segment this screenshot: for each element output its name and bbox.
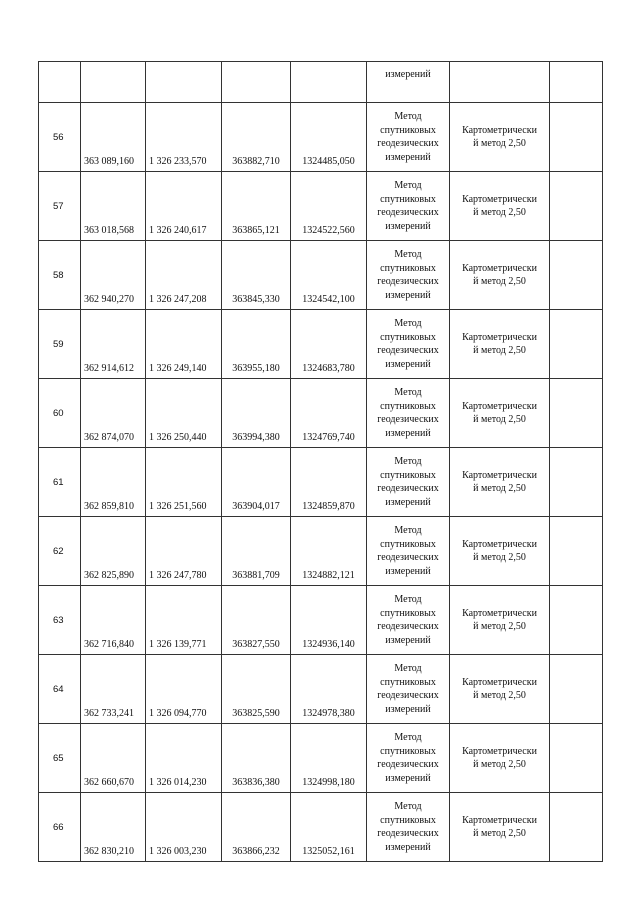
cell-y-existing: 1 326 247,208 — [146, 241, 222, 310]
cell-extra — [550, 517, 603, 586]
cell-y-existing: 1 326 233,570 — [146, 103, 222, 172]
cell-y-existing: 1 326 003,230 — [146, 793, 222, 862]
cell-x-existing: 363 089,160 — [81, 103, 146, 172]
table-row — [39, 517, 603, 586]
table-row — [39, 172, 603, 241]
cell-method — [367, 241, 450, 310]
cell-y-existing: 1 326 094,770 — [146, 655, 222, 724]
cell-point-number: 66 — [39, 793, 81, 862]
cell-y-refined: 1324998,180 — [291, 724, 367, 793]
cell-accuracy — [450, 793, 550, 862]
cell-accuracy — [450, 448, 550, 517]
cell-x-existing: 362 716,840 — [81, 586, 146, 655]
table-body — [39, 62, 603, 862]
cell-point-number: 63 — [39, 586, 81, 655]
cell-point-number: 65 — [39, 724, 81, 793]
cell-extra — [550, 448, 603, 517]
cell-method — [367, 62, 450, 103]
cell-point-number: 60 — [39, 379, 81, 448]
cell-extra — [550, 172, 603, 241]
method-text: Метод спутниковых геодезических измерений — [377, 732, 439, 784]
cell-x-refined: 363881,709 — [222, 517, 291, 586]
accuracy-text: Картометрически й метод 2,50 — [462, 469, 537, 494]
table-row — [39, 379, 603, 448]
cell-y-existing: 1 326 240,617 — [146, 172, 222, 241]
table-row — [39, 103, 603, 172]
method-text: Метод спутниковых геодезических измерений — [377, 663, 439, 715]
cell-x-existing: 362 859,810 — [81, 448, 146, 517]
cell-y-refined: 1324522,560 — [291, 172, 367, 241]
cell-extra — [550, 586, 603, 655]
cell-method — [367, 655, 450, 724]
method-text: Метод спутниковых геодезических измерений — [377, 249, 439, 301]
cell-method — [367, 448, 450, 517]
cell-method — [367, 310, 450, 379]
cell-x-refined: 363904,017 — [222, 448, 291, 517]
cell-point-number: 64 — [39, 655, 81, 724]
cell-extra — [550, 103, 603, 172]
method-text: Метод спутниковых геодезических измерений — [377, 318, 439, 370]
cell-y-refined: 1324769,740 — [291, 379, 367, 448]
cell-x-existing: 362 874,070 — [81, 379, 146, 448]
cell-extra — [550, 379, 603, 448]
cell-accuracy — [450, 724, 550, 793]
cell-y-existing — [146, 62, 222, 103]
table-row — [39, 724, 603, 793]
cell-method — [367, 379, 450, 448]
cell-x-existing: 362 914,612 — [81, 310, 146, 379]
cell-x-existing — [81, 62, 146, 103]
cell-x-refined: 363845,330 — [222, 241, 291, 310]
cell-point-number: 61 — [39, 448, 81, 517]
table-row — [39, 586, 603, 655]
accuracy-text: Картометрически й метод 2,50 — [462, 400, 537, 425]
method-text: Метод спутниковых геодезических измерений — [377, 525, 439, 577]
cell-x-refined: 363882,710 — [222, 103, 291, 172]
cell-y-refined: 1324542,100 — [291, 241, 367, 310]
cell-y-existing: 1 326 251,560 — [146, 448, 222, 517]
coordinates-table — [38, 61, 603, 862]
cell-y-existing: 1 326 014,230 — [146, 724, 222, 793]
cell-x-refined: 363994,380 — [222, 379, 291, 448]
cell-y-refined: 1324859,870 — [291, 448, 367, 517]
accuracy-text: Картометрически й метод 2,50 — [462, 814, 537, 839]
accuracy-text: Картометрически й метод 2,50 — [462, 124, 537, 149]
cell-y-existing: 1 326 250,440 — [146, 379, 222, 448]
cell-x-refined: 363825,590 — [222, 655, 291, 724]
cell-method — [367, 517, 450, 586]
cell-point-number: 56 — [39, 103, 81, 172]
table-row — [39, 655, 603, 724]
cell-x-refined: 363836,380 — [222, 724, 291, 793]
cell-point-number — [39, 62, 81, 103]
cell-method — [367, 793, 450, 862]
accuracy-text: Картометрически й метод 2,50 — [462, 193, 537, 218]
cell-method — [367, 586, 450, 655]
cell-point-number: 58 — [39, 241, 81, 310]
cell-accuracy — [450, 103, 550, 172]
cell-x-refined: 363866,232 — [222, 793, 291, 862]
table-row — [39, 793, 603, 862]
cell-y-refined: 1324978,380 — [291, 655, 367, 724]
cell-y-refined: 1324936,140 — [291, 586, 367, 655]
method-text: Метод спутниковых геодезических измерений — [377, 594, 439, 646]
method-text: Метод спутниковых геодезических измерений — [377, 387, 439, 439]
cell-extra — [550, 62, 603, 103]
cell-x-existing: 362 825,890 — [81, 517, 146, 586]
cell-x-existing: 362 940,270 — [81, 241, 146, 310]
cell-extra — [550, 310, 603, 379]
cell-accuracy — [450, 62, 550, 103]
cell-accuracy — [450, 586, 550, 655]
cell-x-refined: 363827,550 — [222, 586, 291, 655]
cell-accuracy — [450, 172, 550, 241]
cell-accuracy — [450, 655, 550, 724]
cell-point-number: 62 — [39, 517, 81, 586]
cell-extra — [550, 793, 603, 862]
cell-y-refined — [291, 62, 367, 103]
accuracy-text: Картометрически й метод 2,50 — [462, 262, 537, 287]
cell-x-refined: 363955,180 — [222, 310, 291, 379]
cell-accuracy — [450, 241, 550, 310]
cell-x-existing: 363 018,568 — [81, 172, 146, 241]
accuracy-text: Картометрически й метод 2,50 — [462, 331, 537, 356]
table-row — [39, 241, 603, 310]
method-text: Метод спутниковых геодезических измерений — [377, 456, 439, 508]
cell-extra — [550, 655, 603, 724]
cell-accuracy — [450, 379, 550, 448]
cell-x-existing: 362 830,210 — [81, 793, 146, 862]
accuracy-text: Картометрически й метод 2,50 — [462, 538, 537, 563]
cell-point-number: 59 — [39, 310, 81, 379]
cell-x-refined — [222, 62, 291, 103]
table-row — [39, 310, 603, 379]
cell-y-refined: 1324882,121 — [291, 517, 367, 586]
cell-point-number: 57 — [39, 172, 81, 241]
cell-x-existing: 362 660,670 — [81, 724, 146, 793]
cell-accuracy — [450, 517, 550, 586]
method-text: Метод спутниковых геодезических измерений — [377, 111, 439, 163]
cell-extra — [550, 724, 603, 793]
method-text: измерений — [385, 69, 431, 80]
cell-x-refined: 363865,121 — [222, 172, 291, 241]
cell-method — [367, 103, 450, 172]
cell-x-existing: 362 733,241 — [81, 655, 146, 724]
accuracy-text: Картометрически й метод 2,50 — [462, 676, 537, 701]
method-text: Метод спутниковых геодезических измерений — [377, 180, 439, 232]
cell-y-refined: 1324485,050 — [291, 103, 367, 172]
cell-y-existing: 1 326 139,771 — [146, 586, 222, 655]
table-continuation-row — [39, 62, 603, 103]
cell-accuracy — [450, 310, 550, 379]
cell-y-refined: 1325052,161 — [291, 793, 367, 862]
cell-y-existing: 1 326 247,780 — [146, 517, 222, 586]
cell-extra — [550, 241, 603, 310]
accuracy-text: Картометрически й метод 2,50 — [462, 745, 537, 770]
accuracy-text: Картометрически й метод 2,50 — [462, 607, 537, 632]
method-text: Метод спутниковых геодезических измерений — [377, 801, 439, 853]
cell-y-existing: 1 326 249,140 — [146, 310, 222, 379]
table-row — [39, 448, 603, 517]
cell-y-refined: 1324683,780 — [291, 310, 367, 379]
cell-method — [367, 172, 450, 241]
cell-method — [367, 724, 450, 793]
